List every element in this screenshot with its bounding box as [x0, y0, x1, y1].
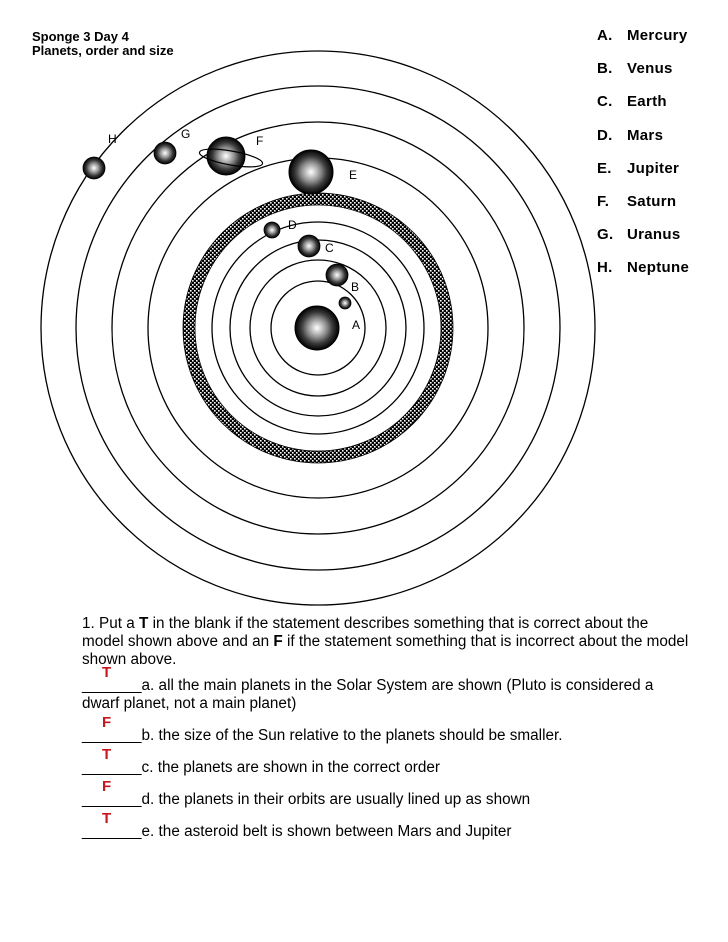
worksheet-subtitle: Planets, order and size: [32, 43, 174, 58]
planet-saturn: [198, 137, 263, 175]
planet-uranus: [154, 142, 176, 164]
planet-neptune: [83, 157, 105, 179]
label-d: D: [288, 218, 297, 232]
answer-b: F: [102, 714, 112, 731]
question-instructions: 1. Put a T in the blank if the statement describes something that is correct about the model shown above and an F if the statement something that is incorrect about the model shown above.: [82, 615, 689, 668]
statement-e: T _______e. the asteroid belt is shown between Mars and Jupiter: [82, 810, 512, 840]
planet-venus: [326, 264, 348, 286]
legend-item: D. Mars: [597, 126, 664, 144]
statement-a: T _______a. all the main planets in the Solar System are shown (Pluto is considered a dwarf planet, not a main planet): [82, 664, 654, 712]
label-c: C: [325, 241, 334, 255]
label-f: F: [256, 134, 264, 148]
statement-b: F _______b. the size of the Sun relative to the planets should be smaller.: [82, 714, 563, 744]
label-h: H: [108, 132, 117, 146]
label-a: A: [352, 318, 361, 332]
legend-item: A. Mercury: [597, 27, 688, 44]
worksheet-title: Sponge 3 Day 4: [32, 29, 129, 44]
planet-mercury: [339, 297, 351, 309]
legend-item: G. Uranus: [597, 226, 681, 244]
answer-c: T: [102, 746, 112, 763]
question-block: [82, 615, 692, 841]
label-e: E: [349, 168, 358, 182]
label-g: G: [181, 127, 191, 141]
planet-legend: [597, 26, 689, 292]
planet-mars: [264, 222, 280, 238]
answer-d: F: [102, 778, 112, 795]
statement-c: T _______c. the planets are shown in the correct order: [82, 746, 440, 776]
statement-d: F _______d. the planets in their orbits are usually lined up as shown: [82, 778, 531, 808]
planet-jupiter: [289, 150, 333, 194]
legend-item: C. Earth: [597, 93, 667, 111]
legend-item: F. Saturn: [597, 192, 677, 210]
answer-a: T: [102, 664, 112, 681]
sun: [295, 306, 339, 350]
legend-item: H. Neptune: [597, 259, 690, 277]
answer-e: T: [102, 810, 112, 827]
planet-earth: [298, 235, 320, 257]
legend-item: E. Jupiter: [597, 159, 680, 177]
label-b: B: [351, 280, 360, 294]
legend-item: B. Venus: [597, 60, 673, 78]
